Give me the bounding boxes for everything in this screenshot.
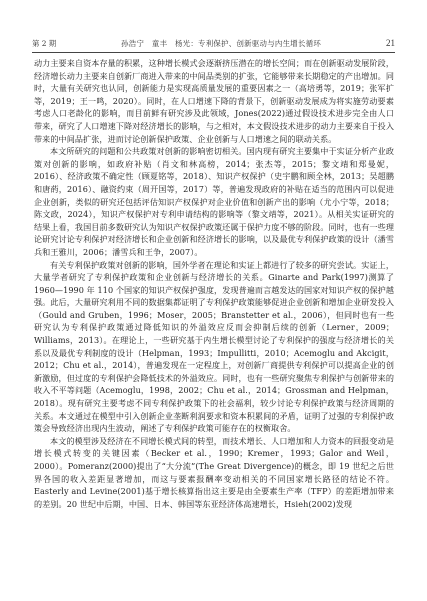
body-text (34, 57, 394, 510)
page-number: 21 (386, 38, 395, 48)
running-title: 孙浩宁 童丰 杨光：专利保护、创新驱动与内生增长循环 (121, 38, 322, 48)
issue-label: 第 2 期 (32, 38, 57, 48)
paragraph: 有关专利保护政策对创新的影响，国外学者在理论和实证上都进行了较多的研究尝试。实证上，大量学者研究了专利保护政策和企业创新与经济增长的关系。Ginarte and Park(1997)测算了 1960—1990 年 110 个国家的知识产权保护强度，发现普遍而言越发达的国家对知识产权的保护越强。此后，大量研究利用不同的数据集都证明了专利保护政策能够促进企业创新和增加企业研发投入（Gould and Gruben，1996；Moser，2005；Branstetter et al.，2006），但同时也有一些研究认为专利保护政策通过降低知识的外溢效应反而会抑制后续的创新（Lerner，2009；Williams，2013）。在理论上，一些研究基于内生增长模型讨论了专利保护的强度与经济增长的关系以及最优专利制度的设计（Helpman，1993；Impullitti，2010；Acemoglu and Akcigit，2012；Chu et al.，2014），普遍发现在一定程度上，对创新厂商提供专利保护可以提高企业的创新激励，但过度的专利保护会降低技术的外溢效应。同时，也有一些研究聚焦专利保护与创新带来的收入不平等问题（Acemoglu，1998，2002；Chu et al.，2014；Grossman and Helpman，2018）。现有研究主要考虑不同专利保护政策下的社会福利，较少讨论专利保护政策与经济周期的关系。本文通过在模型中引入创新企业垄断利润要求和资本积累间的矛盾，证明了过强的专利保护政策会导致经济出现内生波动，阐述了专利保护政策可能存在的权衡取舍。 (34, 259, 394, 434)
header-rule (32, 52, 395, 53)
paragraph: 本文所研究的问题和公共政策对创新的影响密切相关。国内现有研究主要集中于实证分析产业政策对创新的影响，如政府补贴（肖文和林高榜，2014；张杰等，2015；黎文靖和郑曼妮，2016）、经济政策不确定性（顾夏铭等，2018）、知识产权保护（史宇鹏和顾全林，2013；吴超鹏和唐菂，2016）、融资约束（周开国等，2017）等，普遍发现政府的补贴在适当的范围内可以促进企业创新，类似的研究还包括评估知识产权保护对企业价值和创新产出的影响（尤小宁等，2018；陈文政，2024），知识产权保护对专利申请结构的影响等（黎文靖等，2021）。从相关实证研究的结果上看，我国目前多数研究认为知识产权保护政策还属于保护力度不够的阶段。同时，也有一些理论研究讨论专利保护对经济增长和企业创新和经济增长的影响，以及最优专利保护政策的设计（潘雪兵和王雅川，2006；潘雪兵和王争，2007）。 (34, 146, 394, 257)
running-header (32, 36, 395, 50)
paragraph-continuation: 动力主要来自资本存量的积累，这种增长模式会逐渐挤压潜在的增长空间；而在创新驱动发展阶段，经济增长动力主要来自创新厂商进入带来的中间品类别的扩张，它能够带来长期稳定的产出增加。同时，大量有关研究也认同，创新能力是实现高质量发展的重要因素之一（高培勇等，2019；张军扩等，2019；王一鸣，2020）。同时，在人口增速下降的背景下，创新驱动发展成为将实施劳动要素考虑人口老龄化的影响，而目前鲜有研究涉及此领域，Jones(2022)通过假设技术进步完全由人口带来，研究了人口增速下降对经济增长的影响，与之相对，本文假设技术进步的动力主要来自于投入带来的中间品扩张，进而讨论创新保护政策、企业创新与人口增速之间的联动关系。 (34, 58, 394, 144)
paragraph: 本文的模型涉及经济在不同增长模式间的转型，而技术增长、人口增加和人力资本的回报变动是增长模式转变的关键因素（Becker et al.，1990；Kremer，1993；Galor and Weil，2000）。Pomeranz(2000)提出了“大分流”(The Great Divergence)的概念，即 19 世纪之后世界各国的收入差距显著增加，而这与要素报酬率变动相关的不同国家增长路径的结论不符。Easterly and Levine(2001)基于增长核算指出这主要是由全要素生产率（TFP）的差距增加带来的差别。20 世纪中后期，中国、日本、韩国等东亚经济体高速增长，Hsieh(2002)发现 (34, 435, 394, 509)
